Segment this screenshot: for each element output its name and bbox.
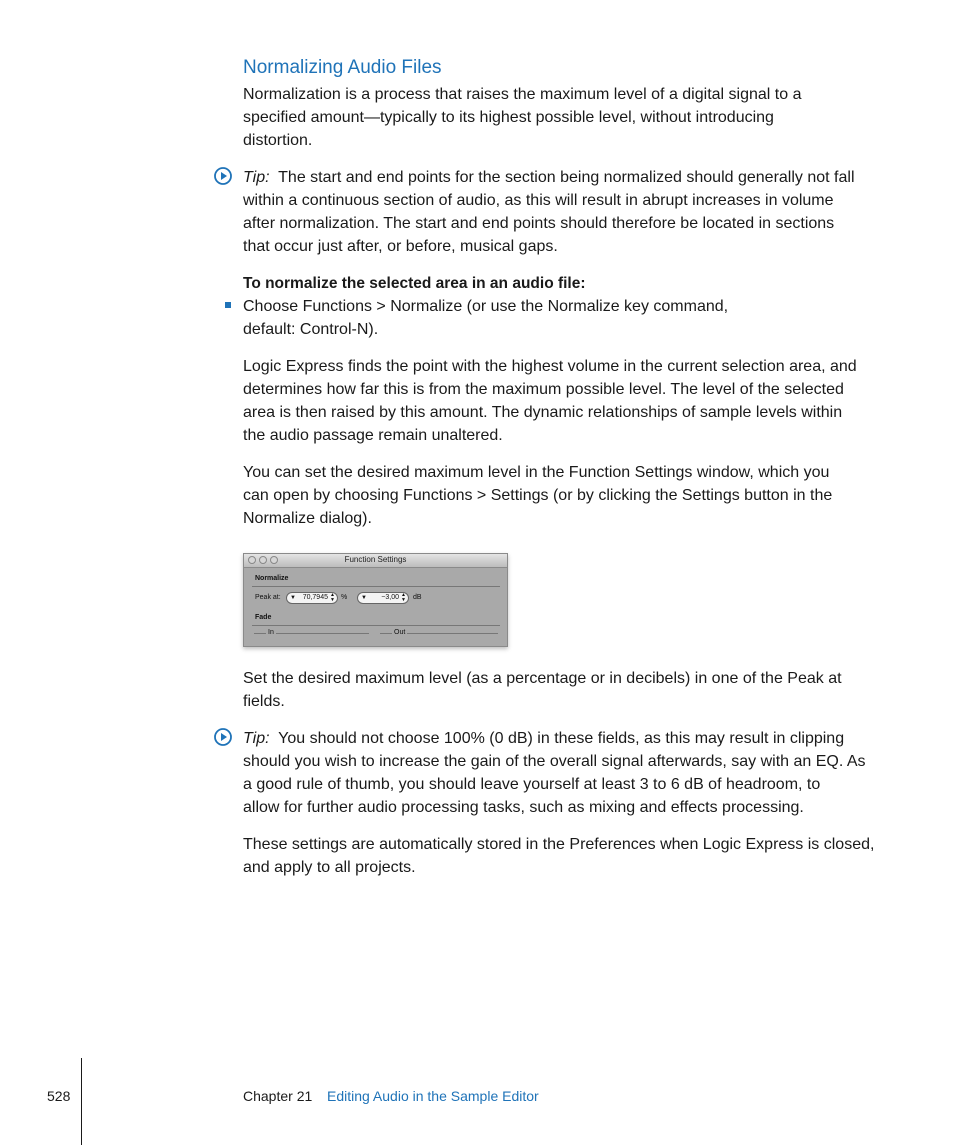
text-line: can open by choosing Functions > Settings (or by clicking the Settings button in the	[243, 487, 833, 504]
text-line: fields.	[243, 693, 285, 710]
paragraph-3	[243, 461, 832, 530]
db-unit: dB	[413, 594, 422, 601]
text-line: distortion.	[243, 132, 313, 149]
text-line: should you wish to increase the gain of the overall signal afterwards, say with an EQ. As	[243, 753, 866, 770]
text-line: within a continuous section of audio, as this will result in abrupt increases in volume	[243, 192, 834, 209]
peak-percent-field[interactable]	[286, 592, 338, 604]
intro-paragraph	[243, 83, 801, 152]
procedure-step	[243, 295, 728, 341]
window-titlebar	[244, 554, 507, 568]
dropdown-arrow-icon: ▼	[290, 595, 296, 601]
procedure-heading: To normalize the selected area in an audio file:	[243, 275, 586, 292]
divider	[252, 586, 500, 587]
text-line: specified amount—typically to its highest possible level, without introducing	[243, 109, 774, 126]
paragraph-5	[243, 833, 874, 879]
text-line: Choose Functions > Normalize (or use the Normalize key command,	[243, 298, 729, 315]
text-line: Logic Express finds the point with the highest volume in the current selection area, and	[243, 358, 857, 375]
fade-in-label: In	[268, 629, 274, 636]
square-bullet-icon	[225, 302, 231, 308]
divider	[252, 625, 500, 626]
function-settings-window	[243, 553, 508, 647]
stepper-icon[interactable]: ▲ ▼	[401, 592, 406, 603]
peak-at-label: Peak at:	[255, 594, 281, 601]
db-value: −3,00	[381, 594, 399, 601]
tip-icon	[214, 728, 232, 746]
paragraph-2	[243, 355, 857, 447]
tip-first-line	[243, 166, 855, 189]
tip-icon	[214, 167, 232, 185]
fade-out-label: Out	[394, 629, 406, 636]
paragraph-4	[243, 667, 842, 713]
text-line: default: Control-N).	[243, 321, 379, 338]
window-title: Function Settings	[344, 555, 407, 564]
text-line: Normalization is a process that raises the maximum level of a digital signal to a	[243, 86, 802, 103]
text-line: You should not choose 100% (0 dB) in these fields, as this may result in clipping	[278, 730, 845, 747]
text-line: that occur just after, or before, musical gaps.	[243, 238, 558, 255]
percent-value: 70,7945	[302, 594, 328, 601]
tip-2	[243, 727, 866, 819]
tip-1	[243, 166, 855, 258]
fade-section-label: Fade	[255, 614, 272, 621]
text-line: You can set the desired maximum level in the Function Settings window, which you	[243, 464, 830, 481]
chapter-label: Chapter 21	[243, 1088, 313, 1104]
normalize-section-label: Normalize	[255, 575, 289, 582]
text-line: These settings are automatically stored in the Preferences when Logic Express is closed,	[243, 836, 875, 853]
text-line: Normalize dialog).	[243, 510, 372, 527]
stepper-icon[interactable]: ▲ ▼	[330, 592, 335, 603]
section-heading: Normalizing Audio Files	[243, 57, 442, 78]
chapter-title-link[interactable]: Editing Audio in the Sample Editor	[327, 1088, 539, 1104]
text-line: Set the desired maximum level (as a percentage or in decibels) in one of the Peak at	[243, 670, 842, 687]
peak-db-field[interactable]	[357, 592, 409, 604]
text-line: determines how far this is from the maximum possible level. The level of the selected	[243, 381, 844, 398]
text-line: and apply to all projects.	[243, 859, 416, 876]
page-number: 528	[47, 1088, 71, 1104]
footer-divider	[81, 1058, 82, 1145]
tip-first-line	[243, 727, 866, 750]
dropdown-arrow-icon: ▼	[361, 595, 367, 601]
text-line: the audio passage remain unaltered.	[243, 427, 503, 444]
text-line: The start and end points for the section being normalized should generally not fall	[278, 169, 855, 186]
text-line: area is then raised by this amount. The dynamic relationships of sample levels within	[243, 404, 843, 421]
text-line: a good rule of thumb, you should leave yourself at least 3 to 6 dB of headroom, to	[243, 776, 821, 793]
tip-label: Tip:	[243, 169, 270, 186]
percent-unit: %	[341, 594, 348, 601]
text-line: after normalization. The start and end points should therefore be located in sections	[243, 215, 835, 232]
text-line: allow for further audio processing tasks, such as mixing and effects processing.	[243, 799, 804, 816]
tip-label: Tip:	[243, 730, 270, 747]
